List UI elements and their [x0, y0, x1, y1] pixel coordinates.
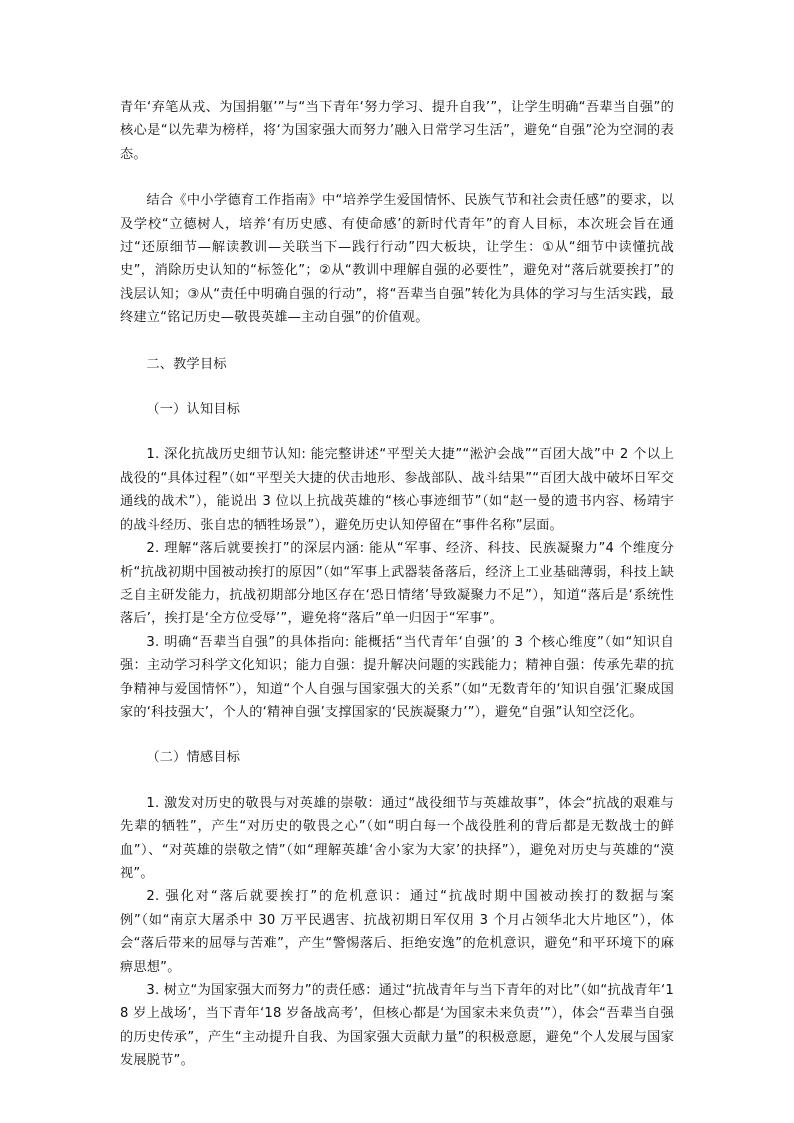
emotional-item-3: 3. 树立“为国家强大而努力”的责任感：通过“抗战青年与当下青年的对比”（如“抗战青年‘18 岁上战场’，当下青年‘18 岁备战高考’，但核心都是‘为国家未来负责’”），体会“吾辈当自强的历史传承”，产生“主动提升自我、为国家强大贡献力量”的积极意愿，避免“个人发展与国家发展脱节”。 [120, 983, 674, 1069]
cognitive-item-1: 1. 深化抗战历史细节认知: 能完整讲述“平型关大捷”“淞沪会战”“百团大战”中 2 个以上战役的“具体过程”（如“平型关大捷的伏击地形、参战部队、战斗结果”“百团大战中破坏日军交通线的战术”），能说出 3 位以上抗战英雄的“核心事迹细节”（如“赵一曼的遗书内容、杨靖宇的战斗经历、张自忠的牺牲场景”），避免历史认知停留在“事件名称”层面。 [120, 447, 674, 533]
emotional-item-1: 1. 激发对历史的敬畏与对英雄的崇敬：通过“战役细节与英雄故事”，体会“抗战的艰难与先辈的牺牲”，产生“对历史的敬畏之心”（如“明白每一个战役胜利的背后都是无数战士的鲜血”）、“对英雄的崇敬之情”（如“理解英雄‘舍小家为大家’的抉择”），避免对历史与英雄的“漠视”。 [120, 795, 674, 881]
intro-paragraph-2: 结合《中小学德育工作指南》中“培养学生爱国情怀、民族气节和社会责任感”的要求，以及学校“立德树人，培养‘有历史感、有使命感’的新时代青年”的育人目标，本次班会旨在通过“还原细节—解读教训—关联当下—践行行动”四大板块，让学生：①从“细节中读懂抗战史”，消除历史认知的“标签化”；②从“教训中理解自强的必要性”，避免对“落后就要挨打”的浅层认知；③从“责任中明确自强的行动”，将“吾辈当自强”转化为具体的学习与生活实践，最终建立“铭记历史—敬畏英雄—主动自强”的价值观。 [120, 193, 674, 326]
cognitive-item-2: 2. 理解“落后就要挨打”的深层内涵: 能从“军事、经济、科技、民族凝聚力”4 个维度分析“抗战初期中国被动挨打的原因”（如“军事上武器装备落后，经济上工业基础薄弱，科技上缺乏自主研发能力，抗战初期部分地区存在‘恐日情绪’导致凝聚力不足”），知道“落后是‘系统性落后’，挨打是‘全方位受辱’”，避免将“落后”单一归因于“军事”。 [120, 541, 674, 627]
cognitive-heading: （一）认知目标 [146, 402, 241, 418]
emotional-heading: （二）情感目标 [146, 750, 241, 766]
emotional-item-2: 2. 强化对“落后就要挨打”的危机意识：通过“抗战时期中国被动挨打的数据与案例”（如“南京大屠杀中 30 万平民遇害、抗战初期日军仅用 3 个月占领华北大片地区”），体会“落后带来的屈辱与苦难”，产生“警惕落后、拒绝安逸”的危机意识，避免“和平环境下的麻痹思想”。 [120, 889, 674, 975]
intro-paragraph-1: 青年‘弃笔从戎、为国捐躯’”与“当下青年‘努力学习、提升自我’”，让学生明确“吾辈当自强”的核心是“以先辈为榜样，将‘为国家强大而努力’融入日常学习生活”，避免“自强”沦为空洞的表态。 [120, 100, 674, 162]
section-title: 二、教学目标 [146, 356, 227, 372]
cognitive-item-3: 3. 明确“吾辈当自强”的具体指向: 能概括“当代青年‘自强’的 3 个核心维度”（如“知识自强：主动学习科学文化知识；能力自强：提升解决问题的实践能力；精神自强：传承先辈的抗争精神与爱国情怀”），知道“个人自强与国家强大的关系”（如“无数青年的‘知识自强’汇聚成国家的‘科技强大’，个人的‘精神自强’支撑国家的‘民族凝聚力’”），避免“自强”认知空泛化。 [120, 634, 674, 720]
